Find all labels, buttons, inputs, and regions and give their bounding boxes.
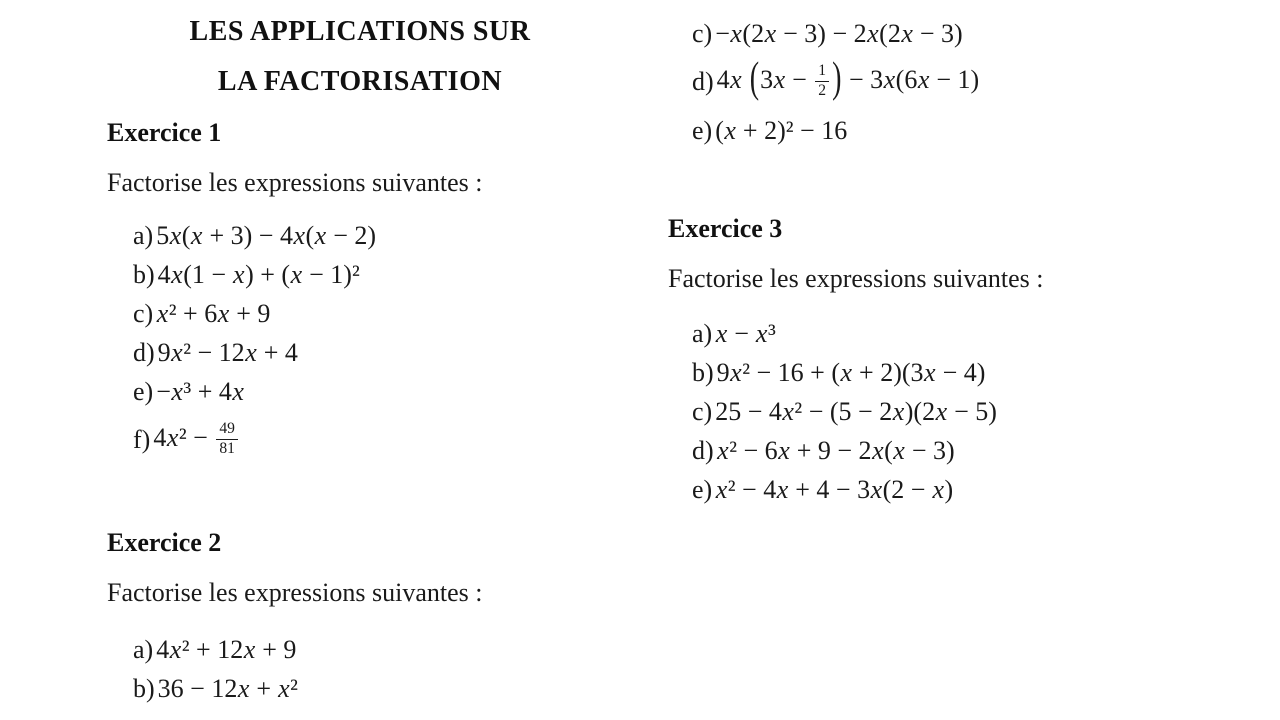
item-expression: 9x² − 12x + 4 — [157, 337, 298, 367]
exercise3-heading: Exercice 3 — [668, 214, 783, 243]
fraction-numerator: 49 — [216, 420, 238, 439]
math-variable: x — [232, 376, 244, 406]
math-variable: x — [724, 115, 736, 145]
math-variable: x — [171, 259, 183, 289]
math-variable: x — [924, 357, 936, 387]
expression-item — [692, 14, 979, 53]
exercise3-expression-list — [692, 314, 997, 509]
math-variable: x — [717, 435, 729, 465]
fraction-numerator: 1 — [815, 62, 829, 81]
math-variable: x — [278, 673, 290, 703]
item-expression: 4x(1 − x) + (x − 1)² — [157, 259, 360, 289]
exercise1-heading: Exercice 1 — [107, 118, 222, 147]
math-variable: x — [293, 220, 305, 250]
item-label: e) — [692, 474, 713, 504]
math-variable: x — [764, 18, 777, 48]
expression-item — [133, 294, 376, 333]
item-expression: 36 − 12x + x² — [157, 673, 298, 703]
math-variable: x — [872, 435, 884, 465]
math-variable: x — [169, 220, 182, 250]
math-variable: x — [217, 298, 230, 328]
item-label: d) — [133, 337, 155, 367]
math-variable: x — [935, 396, 948, 426]
math-variable: x — [171, 337, 183, 367]
exercise2-intro: Factorise les expressions suivantes : — [107, 578, 483, 607]
expression-item — [692, 353, 997, 392]
tall-open-paren: ( — [749, 54, 760, 103]
math-variable: x — [755, 318, 768, 348]
fraction-denominator: 2 — [818, 81, 827, 99]
item-label: e) — [692, 115, 713, 145]
expression-item — [692, 53, 979, 111]
expression-item — [133, 333, 376, 372]
expression-item — [692, 431, 997, 470]
math-variable: x — [169, 634, 182, 664]
item-expression: 4x (3x − $\frac{1}{2}$ ) − 3x(6x − 1) — [716, 54, 980, 103]
math-variable: x — [778, 435, 790, 465]
math-variable: x — [314, 220, 327, 250]
math-variable: x — [243, 634, 256, 664]
item-label: a) — [692, 318, 713, 348]
math-variable: x — [156, 298, 169, 328]
item-expression: x² + 6x + 9 — [156, 298, 271, 328]
item-expression: x² − 6x + 9 − 2x(x − 3) — [717, 435, 955, 465]
math-variable: x — [715, 474, 728, 504]
math-variable: x — [166, 422, 179, 452]
expression-item — [692, 314, 997, 353]
expression-item — [692, 111, 979, 150]
exercise1-expression-list — [133, 216, 376, 469]
item-expression: 25 − 4x² − (5 − 2x)(2x − 5) — [715, 396, 997, 426]
worksheet-title-line-1: LES APPLICATIONS SUR — [189, 16, 531, 47]
math-variable: x — [715, 318, 728, 348]
tall-close-paren: ) — [832, 54, 842, 103]
exercise1-intro: Factorise les expressions suivantes : — [107, 168, 483, 197]
exercise2-heading: Exercice 2 — [107, 528, 222, 557]
item-label: c) — [692, 396, 713, 426]
math-variable: x — [892, 396, 905, 426]
math-variable: x — [883, 64, 896, 94]
math-variable: x — [237, 673, 250, 703]
expression-item — [133, 411, 376, 469]
math-variable: x — [171, 376, 183, 406]
expression-item — [133, 372, 376, 411]
math-variable: x — [290, 259, 303, 289]
math-variable: x — [730, 64, 742, 94]
math-variable: x — [773, 64, 786, 94]
math-variable: x — [233, 259, 245, 289]
item-label: a) — [133, 634, 154, 664]
item-label: b) — [133, 259, 155, 289]
exercise3-intro: Factorise les expressions suivantes : — [668, 264, 1044, 293]
item-expression: 5x(x + 3) − 4x(x − 2) — [156, 220, 377, 250]
math-variable: x — [840, 357, 853, 387]
item-expression: 4x² − $\frac{49}{81}$ — [153, 421, 240, 459]
item-expression: −x³ + 4x — [156, 376, 244, 406]
math-variable: x — [776, 474, 789, 504]
math-variable: x — [782, 396, 794, 426]
math-variable: x — [730, 357, 742, 387]
expression-item — [692, 470, 997, 509]
math-variable: x — [893, 435, 905, 465]
item-label: d) — [692, 435, 714, 465]
expression-item — [133, 216, 376, 255]
math-variable: x — [190, 220, 203, 250]
item-label: f) — [133, 425, 151, 454]
math-variable: x — [901, 18, 913, 48]
expression-item — [133, 255, 376, 294]
item-expression: −x(2x − 3) − 2x(2x − 3) — [715, 18, 963, 48]
math-variable: x — [245, 337, 257, 367]
fraction-denominator: 81 — [219, 439, 235, 457]
item-label: c) — [133, 298, 154, 328]
worksheet-title-line-2: LA FACTORISATION — [217, 66, 503, 97]
expression-item — [692, 392, 997, 431]
item-label: c) — [692, 18, 713, 48]
item-label: b) — [692, 357, 714, 387]
item-expression: (x + 2)² − 16 — [715, 115, 848, 145]
item-label: e) — [133, 376, 154, 406]
fraction — [216, 420, 238, 458]
math-variable: x — [867, 18, 879, 48]
exercise2-expression-list-left-column — [133, 630, 298, 708]
math-variable: x — [917, 64, 930, 94]
exercise2-expression-list-right-column — [692, 14, 979, 150]
fraction — [815, 62, 829, 100]
item-expression: x − x³ — [715, 318, 776, 348]
math-variable: x — [870, 474, 883, 504]
item-label: b) — [133, 673, 155, 703]
math-variable: x — [932, 474, 945, 504]
expression-item — [133, 630, 298, 669]
expression-item — [133, 669, 298, 708]
math-variable: x — [730, 18, 742, 48]
item-expression: 4x² + 12x + 9 — [156, 634, 297, 664]
item-label: d) — [692, 67, 714, 96]
item-expression: 9x² − 16 + (x + 2)(3x − 4) — [716, 357, 986, 387]
item-expression: x² − 4x + 4 − 3x(2 − x) — [715, 474, 954, 504]
item-label: a) — [133, 220, 154, 250]
